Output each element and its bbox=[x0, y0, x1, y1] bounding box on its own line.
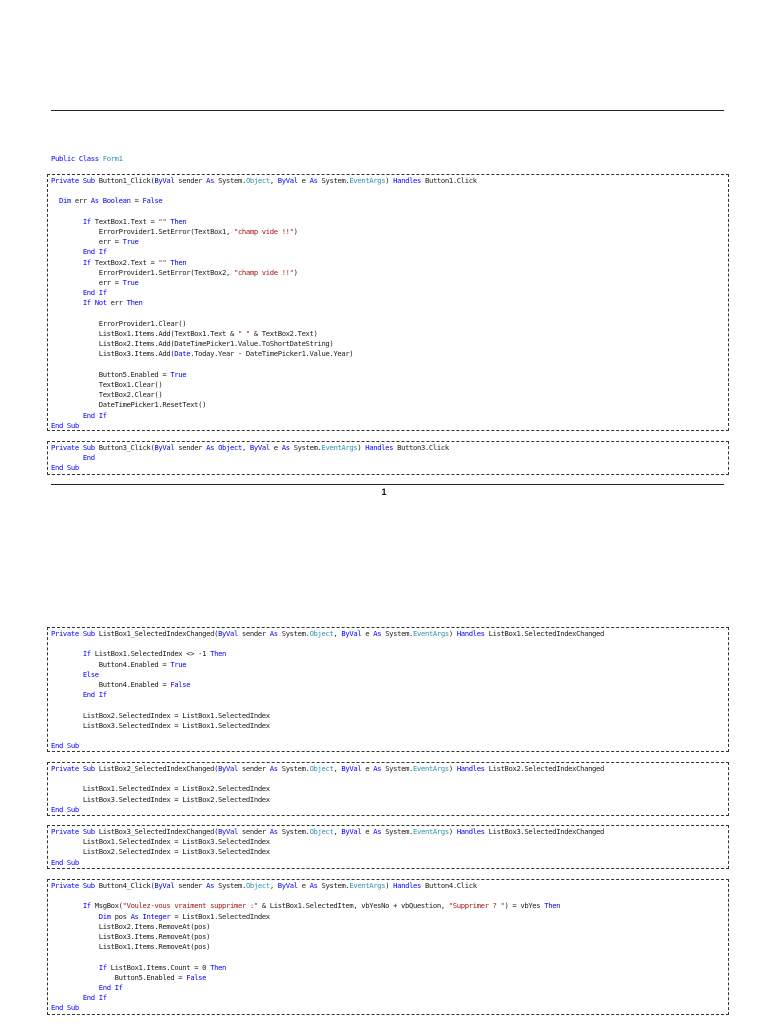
code-token: Then bbox=[210, 962, 227, 972]
code-token: System. bbox=[289, 443, 322, 452]
code-token: .Today.Year - DateTimePicker1.Value.Year) bbox=[190, 349, 354, 359]
code-token: ListBox1.Items.Count = 0 bbox=[106, 962, 211, 972]
code-token: e bbox=[361, 629, 374, 638]
code-line bbox=[51, 963, 226, 973]
code-token: Then bbox=[126, 298, 143, 308]
code-token: End Sub bbox=[51, 420, 79, 430]
code-token: ByVal bbox=[218, 629, 238, 638]
code-line bbox=[51, 901, 560, 911]
code-token: Then bbox=[544, 901, 561, 911]
code-token: DateTimePicker1.ResetText() bbox=[51, 400, 207, 410]
code-token: Dim bbox=[98, 911, 111, 921]
code-token: Handles bbox=[456, 827, 485, 836]
code-token: ListBox3.SelectedIndexChanged bbox=[484, 827, 604, 836]
code-token: ListBox2.Items.Add(DateTimePicker1.Value.ToShortDateString) bbox=[51, 339, 334, 349]
code-token: ErrorProvider1.Clear() bbox=[51, 318, 187, 328]
code-token: ListBox1.SelectedIndex = ListBox3.SelectedIndex bbox=[51, 837, 270, 847]
code-token: ListBox3.Items.Add( bbox=[51, 349, 175, 359]
code-token bbox=[51, 901, 83, 910]
code-token: ListBox2.SelectedIndexChanged bbox=[484, 764, 604, 773]
code-token: System. bbox=[317, 881, 350, 890]
code-token: err bbox=[106, 298, 127, 308]
code-token: Private Sub bbox=[51, 629, 99, 638]
code-token: e bbox=[297, 176, 310, 185]
code-token: As bbox=[309, 176, 318, 185]
code-token: If bbox=[82, 216, 91, 226]
code-token: & TextBox2.Text) bbox=[249, 329, 318, 338]
code-token: "Supprimer ? " bbox=[448, 901, 505, 911]
code-token: System. bbox=[381, 764, 414, 773]
code-token: As bbox=[206, 881, 215, 890]
code-line bbox=[51, 349, 353, 359]
code-token bbox=[51, 649, 83, 658]
code-token: sender bbox=[174, 881, 207, 890]
code-token: Private Sub bbox=[51, 827, 99, 836]
code-line bbox=[51, 443, 449, 453]
code-token: Public Class bbox=[51, 154, 103, 163]
code-token: sender bbox=[174, 443, 207, 452]
code-token: sender bbox=[237, 764, 270, 773]
code-token: ) bbox=[385, 881, 394, 890]
code-token: "champ vide !!" bbox=[233, 267, 294, 277]
code-line bbox=[51, 973, 206, 983]
code-token: System. bbox=[381, 827, 414, 836]
code-line bbox=[51, 629, 604, 639]
code-token: Button4.Enabled = bbox=[51, 659, 171, 669]
code-token: Button4.Enabled = bbox=[51, 680, 171, 689]
code-token: ListBox1.SelectedIndex <> -1 bbox=[90, 649, 211, 659]
code-token: Button1_Click( bbox=[98, 176, 155, 185]
code-token bbox=[51, 217, 83, 226]
code-token: As Object bbox=[206, 443, 242, 452]
class-header bbox=[51, 154, 123, 164]
code-line bbox=[51, 983, 123, 993]
code-token: ByVal bbox=[341, 629, 362, 638]
code-token: ListBox3.SelectedIndex = ListBox1.SelectedIndex bbox=[51, 720, 270, 730]
code-token: "" bbox=[158, 216, 167, 226]
code-token: ListBox2_SelectedIndexChanged( bbox=[98, 764, 219, 773]
page-number: 1 bbox=[381, 487, 387, 497]
code-line bbox=[51, 922, 210, 932]
code-token: As Integer bbox=[130, 911, 171, 921]
code-token: , bbox=[241, 443, 250, 452]
code-line bbox=[51, 217, 186, 227]
code-token: Button3.Click bbox=[393, 443, 449, 452]
code-token: As bbox=[373, 629, 382, 638]
code-token: Dim bbox=[58, 196, 71, 206]
code-line bbox=[51, 390, 162, 400]
code-token: "champ vide !!" bbox=[233, 227, 294, 236]
code-token: End If bbox=[82, 410, 107, 420]
code-token: True bbox=[170, 369, 187, 379]
code-token: ByVal bbox=[218, 827, 238, 836]
code-token: ByVal bbox=[249, 443, 270, 452]
code-token: , bbox=[333, 764, 342, 773]
code-token: sender bbox=[237, 827, 270, 836]
code-token: Private Sub bbox=[51, 881, 99, 890]
code-token: EventArgs bbox=[413, 764, 449, 773]
code-token: = bbox=[130, 196, 143, 206]
code-token: & ListBox1.SelectedItem, vbYesNo + vbQuestion, bbox=[257, 901, 449, 911]
code-token: ListBox1.SelectedIndexChanged bbox=[484, 629, 604, 638]
code-token: End Sub bbox=[51, 741, 79, 751]
code-line bbox=[51, 319, 186, 329]
code-token: ErrorProvider1.SetError(TextBox1, bbox=[51, 227, 234, 236]
code-token: If bbox=[82, 649, 91, 659]
code-token bbox=[51, 196, 59, 205]
code-token: sender bbox=[237, 629, 270, 638]
code-token: TextBox2.Clear() bbox=[51, 390, 163, 400]
code-token: As bbox=[269, 629, 278, 638]
code-line bbox=[51, 453, 95, 463]
code-token: ) bbox=[448, 827, 457, 836]
code-token: As bbox=[269, 764, 278, 773]
code-token: "Voulez-vous vraiment supprimer :" bbox=[122, 901, 258, 911]
code-token: " " bbox=[237, 329, 250, 338]
code-token: End Sub bbox=[51, 1003, 79, 1013]
code-token: Then bbox=[210, 649, 227, 659]
code-token: ByVal bbox=[277, 176, 298, 185]
code-line bbox=[51, 400, 206, 410]
code-token: ListBox3_SelectedIndexChanged( bbox=[98, 827, 219, 836]
code-line bbox=[51, 993, 107, 1003]
code-token: ) bbox=[293, 267, 298, 277]
code-line bbox=[51, 837, 270, 847]
code-token: err bbox=[70, 196, 91, 206]
code-line bbox=[51, 660, 186, 670]
code-token: ListBox3.SelectedIndex = ListBox2.SelectedIndex bbox=[51, 794, 270, 804]
code-token: Private Sub bbox=[51, 176, 99, 185]
code-line bbox=[51, 237, 139, 247]
page-top-rule bbox=[51, 110, 724, 111]
code-token: EventArgs bbox=[349, 881, 386, 890]
code-token: End If bbox=[82, 690, 107, 700]
code-line bbox=[51, 795, 270, 805]
code-token: Object bbox=[245, 176, 270, 185]
code-line bbox=[51, 912, 270, 922]
code-line bbox=[51, 721, 270, 731]
code-token: System. bbox=[277, 827, 310, 836]
code-token: As Boolean bbox=[90, 196, 131, 206]
code-token: Button5.Enabled = bbox=[51, 369, 171, 379]
code-token: End Sub bbox=[51, 463, 79, 473]
code-token: False bbox=[142, 196, 163, 206]
code-token: Private Sub bbox=[51, 764, 99, 773]
code-token: TextBox1.Clear() bbox=[51, 380, 163, 389]
code-token: ListBox1.Items.RemoveAt(pos) bbox=[51, 942, 211, 952]
code-token: ) bbox=[357, 443, 366, 452]
code-token: End Sub bbox=[51, 857, 79, 867]
code-line bbox=[51, 764, 604, 774]
code-token: ByVal bbox=[341, 764, 362, 773]
code-line bbox=[51, 278, 139, 288]
code-line bbox=[51, 741, 79, 751]
code-token: e bbox=[269, 443, 282, 452]
code-token: err = bbox=[51, 278, 123, 287]
code-token: End bbox=[82, 453, 95, 463]
code-token: Object bbox=[309, 629, 334, 638]
code-line bbox=[51, 858, 79, 868]
code-token: As bbox=[206, 176, 215, 185]
code-line bbox=[51, 805, 79, 815]
code-token: If bbox=[98, 962, 107, 972]
code-line bbox=[51, 784, 270, 794]
code-line bbox=[51, 847, 270, 857]
code-token: Object bbox=[309, 764, 334, 773]
code-token: As bbox=[373, 764, 382, 773]
code-token: ListBox2.SelectedIndex = ListBox3.SelectedIndex bbox=[51, 847, 270, 857]
code-line bbox=[51, 247, 107, 257]
code-token: ErrorProvider1.SetError(TextBox2, bbox=[51, 267, 234, 277]
code-line bbox=[51, 288, 107, 298]
code-token: Button1.Click bbox=[421, 176, 477, 185]
code-token: ListBox2.SelectedIndex = ListBox1.SelectedIndex bbox=[51, 710, 270, 720]
code-token: Date bbox=[174, 349, 191, 359]
code-token: Handles bbox=[456, 764, 485, 773]
code-token bbox=[51, 298, 83, 307]
code-token: True bbox=[122, 237, 139, 247]
code-token: ByVal bbox=[218, 764, 238, 773]
code-token: EventArgs bbox=[413, 629, 449, 638]
code-token: ListBox1.SelectedIndex = ListBox2.SelectedIndex bbox=[51, 784, 270, 794]
code-line bbox=[51, 463, 79, 473]
code-token: False bbox=[186, 972, 207, 982]
code-token: Then bbox=[170, 257, 187, 267]
code-token bbox=[51, 670, 83, 679]
code-line bbox=[51, 881, 477, 891]
code-token: Button4.Click bbox=[421, 881, 477, 890]
code-line bbox=[51, 649, 226, 659]
code-token: End If bbox=[82, 247, 107, 257]
code-line bbox=[51, 690, 107, 700]
code-token: ByVal bbox=[341, 827, 362, 836]
code-token: ) bbox=[385, 176, 394, 185]
code-token: err = bbox=[51, 237, 123, 247]
code-token: Button3_Click( bbox=[98, 443, 155, 452]
code-token: , bbox=[333, 827, 342, 836]
code-token: System. bbox=[317, 176, 350, 185]
code-token: If bbox=[82, 257, 91, 267]
code-token: System. bbox=[381, 629, 414, 638]
code-token: If Not bbox=[82, 298, 107, 308]
code-token: Handles bbox=[393, 176, 422, 185]
code-token: Handles bbox=[456, 629, 485, 638]
code-line bbox=[51, 680, 190, 690]
code-line bbox=[51, 711, 270, 721]
code-token: TextBox1.Text = bbox=[90, 216, 159, 226]
code-token bbox=[51, 258, 83, 267]
code-token: ListBox2.Items.RemoveAt(pos) bbox=[51, 921, 211, 931]
code-token: ) = vbYes bbox=[504, 901, 545, 911]
code-token: ListBox3.Items.RemoveAt(pos) bbox=[51, 932, 211, 941]
code-token: System. bbox=[277, 629, 310, 638]
code-token: True bbox=[170, 659, 187, 669]
code-token: As bbox=[373, 827, 382, 836]
code-token: Object bbox=[309, 827, 334, 836]
code-line bbox=[51, 329, 318, 339]
code-token bbox=[51, 912, 99, 921]
code-line bbox=[51, 411, 107, 421]
code-token: System. bbox=[214, 176, 246, 185]
code-token: System. bbox=[277, 764, 310, 773]
code-token: EventArgs bbox=[321, 443, 358, 452]
code-token: End If bbox=[98, 983, 123, 992]
code-token: = ListBox1.SelectedIndex bbox=[170, 911, 270, 921]
code-token: , bbox=[269, 176, 278, 185]
code-token: True bbox=[122, 278, 139, 287]
code-token: ByVal bbox=[277, 881, 298, 890]
code-token: System. bbox=[214, 881, 246, 890]
code-token bbox=[51, 983, 99, 992]
code-token: ) bbox=[293, 227, 298, 236]
code-token: , bbox=[269, 881, 278, 890]
code-token: ListBox1_SelectedIndexChanged( bbox=[98, 629, 219, 638]
code-token: Handles bbox=[365, 443, 394, 452]
code-token bbox=[51, 411, 83, 420]
code-token: As bbox=[309, 881, 318, 890]
code-token: Button5.Enabled = bbox=[51, 972, 187, 982]
code-token bbox=[51, 993, 83, 1002]
code-line bbox=[51, 196, 162, 206]
code-line bbox=[51, 176, 477, 186]
code-line bbox=[51, 380, 162, 390]
code-token bbox=[51, 963, 99, 972]
code-token bbox=[51, 690, 83, 699]
code-line bbox=[51, 932, 210, 942]
code-token: ByVal bbox=[154, 881, 175, 890]
code-token: ByVal bbox=[154, 176, 175, 185]
code-token: Then bbox=[170, 216, 187, 226]
code-line bbox=[51, 942, 210, 952]
code-token: TextBox2.Text = bbox=[90, 257, 159, 267]
code-token: EventArgs bbox=[349, 176, 386, 185]
code-token: pos bbox=[110, 911, 131, 921]
code-token: False bbox=[170, 680, 191, 689]
code-line bbox=[51, 268, 298, 278]
code-token: End If bbox=[82, 993, 107, 1003]
code-line bbox=[51, 298, 143, 308]
code-token: As bbox=[269, 827, 278, 836]
code-line bbox=[51, 339, 333, 349]
code-token: Button4_Click( bbox=[98, 881, 155, 890]
code-token: "" bbox=[158, 257, 167, 267]
code-token: sender bbox=[174, 176, 207, 185]
code-token: Private Sub bbox=[51, 443, 99, 452]
code-token: e bbox=[297, 881, 310, 890]
code-token: As bbox=[281, 443, 290, 452]
code-token: End If bbox=[82, 288, 107, 298]
code-line bbox=[51, 227, 298, 237]
code-token: e bbox=[361, 827, 374, 836]
code-token bbox=[51, 247, 83, 256]
code-token bbox=[51, 453, 83, 462]
code-token: EventArgs bbox=[413, 827, 449, 836]
code-line bbox=[51, 670, 99, 680]
code-token: If bbox=[82, 901, 91, 911]
code-token: ListBox1.Items.Add(TextBox1.Text & bbox=[51, 329, 238, 338]
code-token: Handles bbox=[393, 881, 422, 890]
page-bottom-rule bbox=[51, 484, 724, 485]
code-token: ) bbox=[448, 764, 457, 773]
code-token: End Sub bbox=[51, 804, 79, 814]
code-token bbox=[51, 288, 83, 297]
code-line bbox=[51, 258, 186, 268]
code-token: Else bbox=[82, 669, 99, 679]
code-line bbox=[51, 370, 186, 380]
code-token: ) bbox=[448, 629, 457, 638]
code-line bbox=[51, 827, 604, 837]
code-token: Object bbox=[245, 881, 270, 890]
code-token: , bbox=[333, 629, 342, 638]
code-token: e bbox=[361, 764, 374, 773]
code-line bbox=[51, 1003, 79, 1013]
code-token: ByVal bbox=[154, 443, 175, 452]
code-token: Form1 bbox=[102, 154, 123, 163]
code-line bbox=[51, 421, 79, 431]
code-token: MsgBox( bbox=[90, 901, 123, 911]
